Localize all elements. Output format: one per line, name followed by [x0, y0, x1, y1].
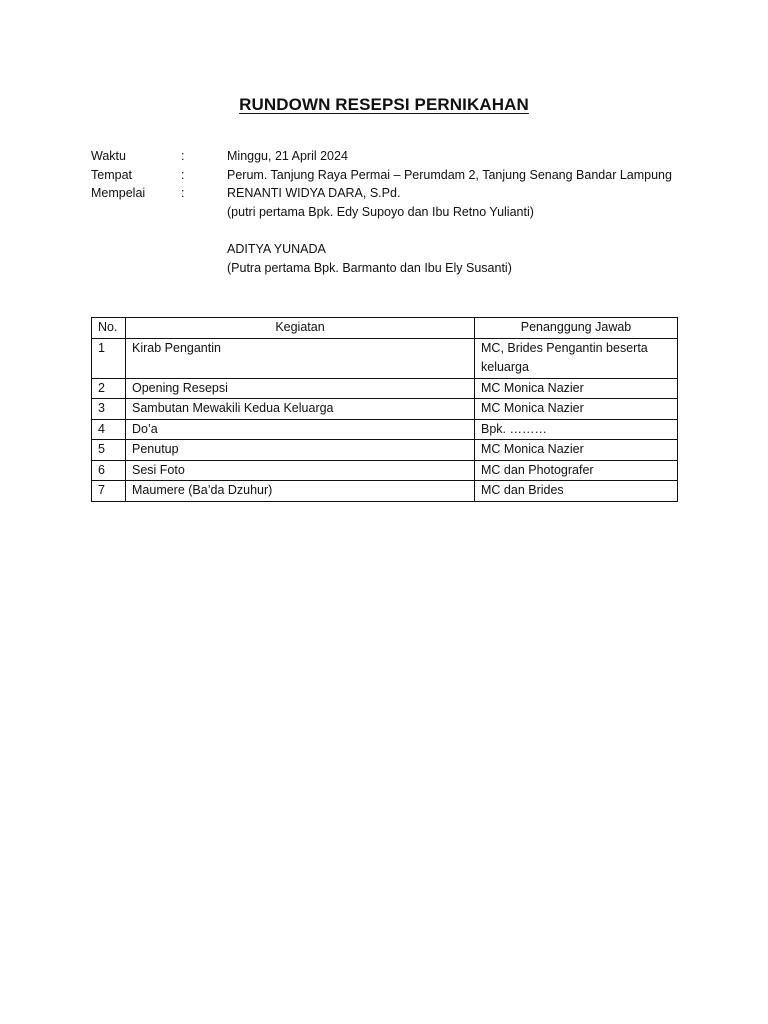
table-row: [92, 419, 678, 440]
cell-no: 2: [92, 378, 126, 399]
info-row-pria-ortu: [91, 259, 672, 278]
cell-kegiatan: Opening Resepsi: [126, 378, 475, 399]
document-title: RUNDOWN RESEPSI PERNIKAHAN: [239, 95, 529, 114]
event-info: [91, 147, 672, 277]
tempat-colon: :: [181, 167, 185, 182]
info-row-tempat: [91, 166, 672, 185]
waktu-label: Waktu: [91, 149, 126, 163]
info-row-pria: [91, 240, 672, 259]
info-row-mempelai: [91, 184, 672, 203]
mempelai-pria-ortu: (Putra pertama Bpk. Barmanto dan Ibu Ely Susanti): [227, 260, 512, 275]
waktu-value: Minggu, 21 April 2024: [227, 149, 348, 163]
cell-kegiatan: Penutup: [126, 440, 475, 461]
cell-penanggung-jawab: MC Monica Nazier: [475, 378, 678, 399]
cell-no: 1: [92, 338, 126, 378]
table-row: [92, 440, 678, 461]
mempelai-colon: :: [181, 186, 185, 201]
cell-no: 3: [92, 399, 126, 420]
cell-kegiatan: Kirab Pengantin: [126, 338, 475, 378]
info-row-waktu: [91, 147, 672, 166]
cell-penanggung-jawab: Bpk. ………: [475, 419, 678, 440]
mempelai-pria: ADITYA YUNADA: [227, 241, 326, 256]
cell-no: 7: [92, 481, 126, 502]
mempelai-label: Mempelai: [91, 186, 146, 201]
cell-penanggung-jawab: MC Monica Nazier: [475, 399, 678, 420]
header-kegiatan: Kegiatan: [126, 318, 475, 339]
cell-kegiatan: Sesi Foto: [126, 460, 475, 481]
waktu-colon: :: [181, 149, 185, 163]
table-row: [92, 338, 678, 378]
tempat-label: Tempat: [91, 167, 132, 182]
tempat-value: Perum. Tanjung Raya Permai – Perumdam 2, Tanjung Senang Bandar Lampung: [227, 167, 672, 182]
cell-kegiatan: Do’a: [126, 419, 475, 440]
rundown-table: [91, 317, 678, 502]
cell-kegiatan: Sambutan Mewakili Kedua Keluarga: [126, 399, 475, 420]
cell-no: 5: [92, 440, 126, 461]
cell-penanggung-jawab: MC dan Photografer: [475, 460, 678, 481]
header-penanggung-jawab: Penanggung Jawab: [475, 318, 678, 339]
cell-penanggung-jawab: MC, Brides Pengantin beserta keluarga: [475, 338, 678, 378]
cell-penanggung-jawab: MC Monica Nazier: [475, 440, 678, 461]
info-row-wanita-ortu: [91, 203, 672, 222]
table-row: [92, 378, 678, 399]
info-spacer: [91, 221, 672, 240]
mempelai-wanita-ortu: (putri pertama Bpk. Edy Supoyo dan Ibu Retno Yulianti): [227, 204, 534, 219]
table-row: [92, 481, 678, 502]
mempelai-wanita: RENANTI WIDYA DARA, S.Pd.: [227, 186, 401, 201]
table-row: [92, 399, 678, 420]
cell-kegiatan: Maumere (Ba’da Dzuhur): [126, 481, 475, 502]
table-header-row: [92, 318, 678, 339]
header-no: No.: [92, 318, 126, 339]
table-row: [92, 460, 678, 481]
cell-no: 6: [92, 460, 126, 481]
cell-no: 4: [92, 419, 126, 440]
cell-penanggung-jawab: MC dan Brides: [475, 481, 678, 502]
